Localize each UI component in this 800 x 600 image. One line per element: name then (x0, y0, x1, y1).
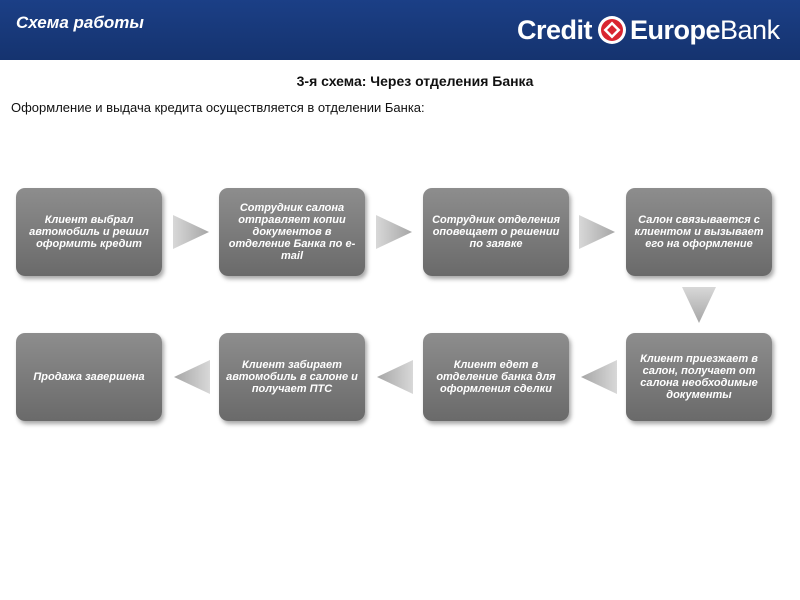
arrow-left-icon (173, 359, 211, 395)
step-salon-sends-documents: Сотрудник салона отправляет копии документов в отделение Банка по e-mail (219, 188, 365, 276)
arrow-left-icon (580, 359, 618, 395)
scheme-description: Оформление и выдача кредита осуществляется в отделении Банка: (11, 100, 425, 115)
step-salon-calls-client: Салон связывается с клиентом и вызывает его на оформление (626, 188, 772, 276)
header-title: Схема работы (16, 13, 144, 32)
arrow-left-icon (376, 359, 414, 395)
logo-credit-text: Credit (517, 14, 593, 45)
step-client-gets-documents: Клиент приезжает в салон, получает от салона необходимые документы (626, 333, 772, 421)
step-sale-completed: Продажа завершена (16, 333, 162, 421)
scheme-title: 3-я схема: Через отделения Банка (296, 73, 534, 89)
step-client-goes-to-branch: Клиент едет в отделение банка для оформления сделки (423, 333, 569, 421)
arrow-right-icon (172, 214, 210, 250)
logo-europe-text: Europe (630, 14, 721, 45)
logo-bank-text: Bank (720, 14, 780, 45)
step-branch-notifies-decision: Сотрудник отделения оповещает о решении по заявке (423, 188, 569, 276)
header-bar (0, 0, 800, 60)
arrow-right-icon (578, 214, 616, 250)
step-client-chose-car: Клиент выбрал автомобиль и решил оформить кредит (16, 188, 162, 276)
logo-mark-icon (597, 15, 627, 45)
arrow-right-icon (375, 214, 413, 250)
arrow-down-icon (681, 286, 717, 324)
step-client-picks-up-car: Клиент забирает автомобиль в салоне и получает ПТС (219, 333, 365, 421)
credit-europe-bank-logo (517, 13, 780, 47)
